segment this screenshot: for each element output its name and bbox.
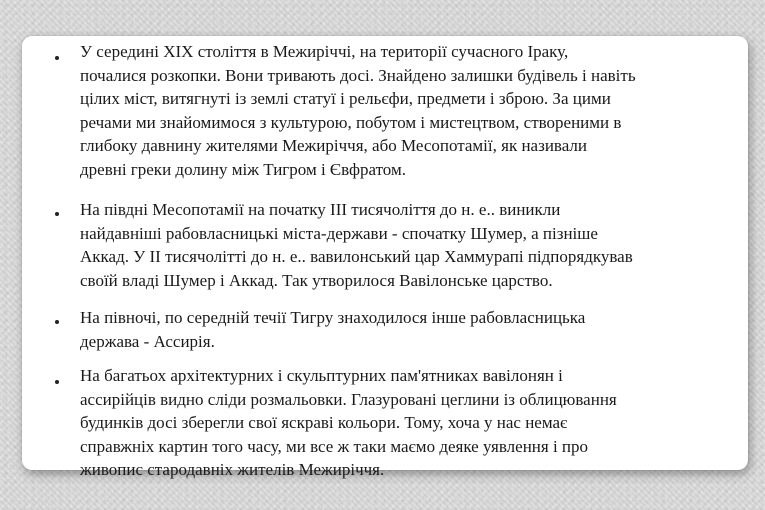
- bullet-text: [80, 198, 745, 292]
- text-line: На багатьох архітектурних і скульптурних пам'ятниках вавілонян і: [80, 366, 563, 385]
- text-line: глибоку давнину жителями Межиріччя, або Месопотамії, як називали: [80, 136, 587, 156]
- text-line: ассирійців видно сліди розмальовки. Глазуровані цеглини із облицювання: [80, 389, 617, 409]
- bullet-text: [80, 40, 745, 182]
- text-line: почалися розкопки. Вони тривають досі. Знайдено залишки будівель і навіть: [80, 65, 636, 85]
- text-line: речами ми знайомимося з культурою, побутом і мистецтвом, створеними в: [80, 112, 622, 132]
- text-line: древні греки долину між Тигром і Євфратом.: [80, 159, 406, 179]
- text-line: своїй владі Шумер і Аккад. Так утворилося Вавілонське царство.: [80, 270, 553, 290]
- text-line: живопис стародавніх жителів Межиріччя.: [80, 460, 385, 480]
- text-line: держава - Ассирія.: [80, 331, 215, 351]
- bullet-dot-icon: [55, 320, 59, 324]
- text-line: цілих міст, витягнуті із землі статуї і рельєфи, предмети і зброю. За цими: [80, 89, 611, 109]
- text-line: найдавніші рабовласницькі міста-держави - спочатку Шумер, а пізніше: [80, 223, 598, 243]
- text-line: У середині XIX століття в Межиріччі, на території сучасного Іраку,: [80, 42, 569, 61]
- text-line: будинків досі зберегли свої яскраві кольори. Тому, хоча у нас немає: [80, 413, 568, 433]
- bullet-dot-icon: [55, 212, 59, 216]
- slide-card: [22, 36, 748, 480]
- text-line: На півночі, по середній течії Тигру знаходилося інше рабовласницька: [80, 308, 586, 327]
- text-line: справжніх картин того часу, ми все ж таки маємо деяке уявлення і про: [80, 436, 589, 456]
- bullet-dot-icon: [55, 380, 59, 384]
- bullet-text: [80, 364, 745, 482]
- text-line: Аккад. У ІІ тисячолітті до н. е.. вавилонський цар Хаммурапі підпорядкував: [80, 247, 633, 267]
- text-line: На півдні Месопотамії на початку ІІІ тисячоліття до н. е.. виникли: [80, 200, 561, 219]
- bullet-dot-icon: [55, 56, 59, 60]
- bullet-text: [80, 306, 745, 353]
